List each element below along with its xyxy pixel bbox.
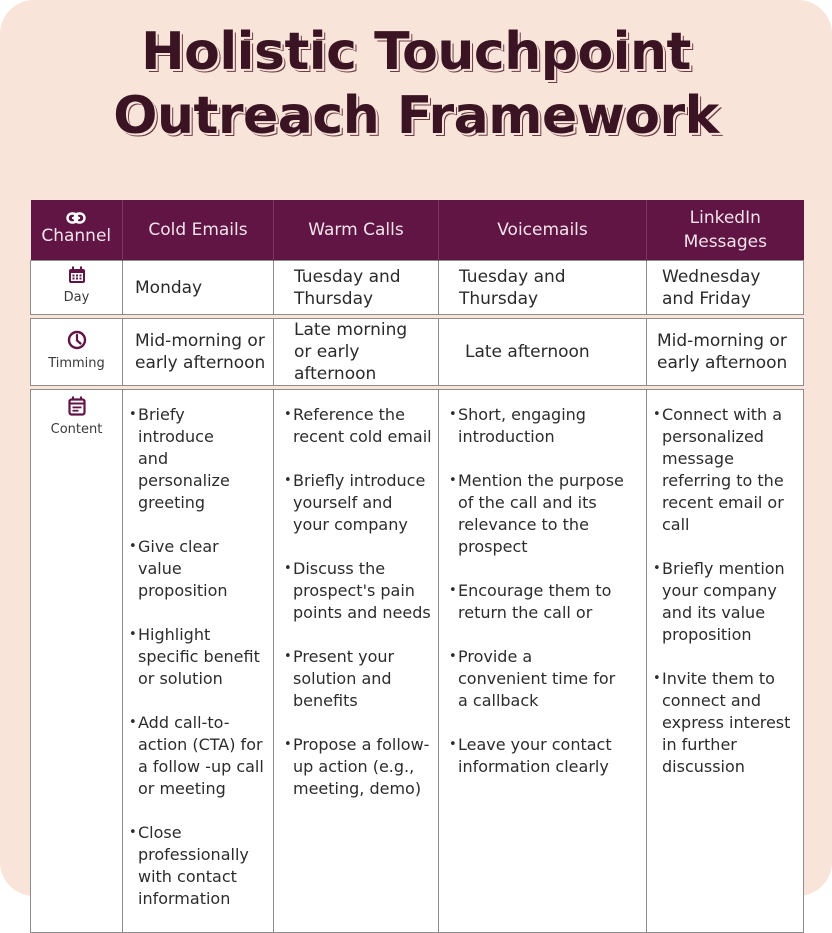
- event-note-icon: [68, 396, 86, 416]
- link-icon: [66, 212, 86, 224]
- column-header-voicemails: Voicemails: [439, 200, 647, 261]
- warm-calls-content-list: [284, 404, 432, 800]
- timing-label: Timming: [48, 355, 105, 371]
- calendar-icon: [68, 266, 86, 284]
- framework-table: [30, 200, 804, 933]
- day-label: Day: [63, 290, 90, 305]
- day-linkedin-messages: Wednesday and Friday: [647, 261, 804, 315]
- day-row-header: [31, 261, 123, 315]
- list-item: • Add call-to-action (CTA) for a follow -up call or meeting: [129, 712, 271, 800]
- linkedin-messages-content-list: [653, 404, 801, 778]
- timing-voicemails: Late afternoon: [439, 319, 647, 386]
- content-label: Content: [50, 422, 103, 437]
- list-item: • Close professionally with contact information: [129, 822, 271, 910]
- content-row: [31, 390, 804, 933]
- content-voicemails: [439, 390, 647, 933]
- day-row: [31, 261, 804, 315]
- list-item: • Propose a follow-up action (e.g., meeting, demo): [284, 734, 432, 800]
- content-row-header: [31, 390, 123, 933]
- content-linkedin-messages: [647, 390, 804, 933]
- timing-row-header: [31, 319, 123, 386]
- list-item: • Leave your contact information clearly: [449, 734, 624, 778]
- timing-linkedin-messages: Mid-morning or early afternoon: [647, 319, 804, 386]
- page-title: [0, 20, 832, 148]
- column-header-warm-calls: Warm Calls: [274, 200, 439, 261]
- list-item: • Give clear value proposition: [129, 536, 271, 602]
- list-item: • Reference the recent cold email: [284, 404, 432, 448]
- day-warm-calls: Tuesday and Thursday: [274, 261, 439, 315]
- list-item: • Mention the purpose of the call and its relevance to the prospect: [449, 470, 624, 558]
- list-item: • Highlight specific benefit or solution: [129, 624, 271, 690]
- list-item: • Connect with a personalized message referring to the recent email or call: [653, 404, 801, 536]
- list-item: • Provide a convenient time for a callback: [449, 646, 624, 712]
- channel-label: Channel: [41, 226, 112, 246]
- list-item: • Present your solution and benefits: [284, 646, 432, 712]
- list-item: • Encourage them to return the call or: [449, 580, 624, 624]
- list-item: • Short, engaging introduction: [449, 404, 624, 448]
- clock-icon: [67, 330, 87, 350]
- column-header-linkedin-messages: LinkedIn Messages: [647, 200, 804, 261]
- list-item: • Invite them to connect and express interest in further discussion: [653, 668, 801, 778]
- list-item: • Briefly introduce yourself and your company: [284, 470, 432, 536]
- title-line-2: Outreach Framework: [113, 86, 719, 146]
- header-row: [31, 200, 804, 261]
- column-header-cold-emails: Cold Emails: [123, 200, 274, 261]
- title-line-1: Holistic Touchpoint: [141, 22, 691, 82]
- day-voicemails: Tuesday and Thursday: [439, 261, 647, 315]
- cold-emails-content-list: [129, 404, 271, 910]
- voicemails-content-list: [449, 404, 624, 778]
- timing-cold-emails: Mid-morning or early afternoon: [123, 319, 274, 386]
- day-cold-emails: Monday: [123, 261, 274, 315]
- list-item: • Briefly mention your company and its value proposition: [653, 558, 801, 646]
- channel-header: [31, 200, 123, 261]
- timing-row: [31, 319, 804, 386]
- list-item: • Briefy introduce and personalize greeting: [129, 404, 271, 514]
- timing-warm-calls: Late morning or early afternoon: [274, 319, 439, 386]
- content-cold-emails: [123, 390, 274, 933]
- content-warm-calls: [274, 390, 439, 933]
- list-item: • Discuss the prospect's pain points and needs: [284, 558, 432, 624]
